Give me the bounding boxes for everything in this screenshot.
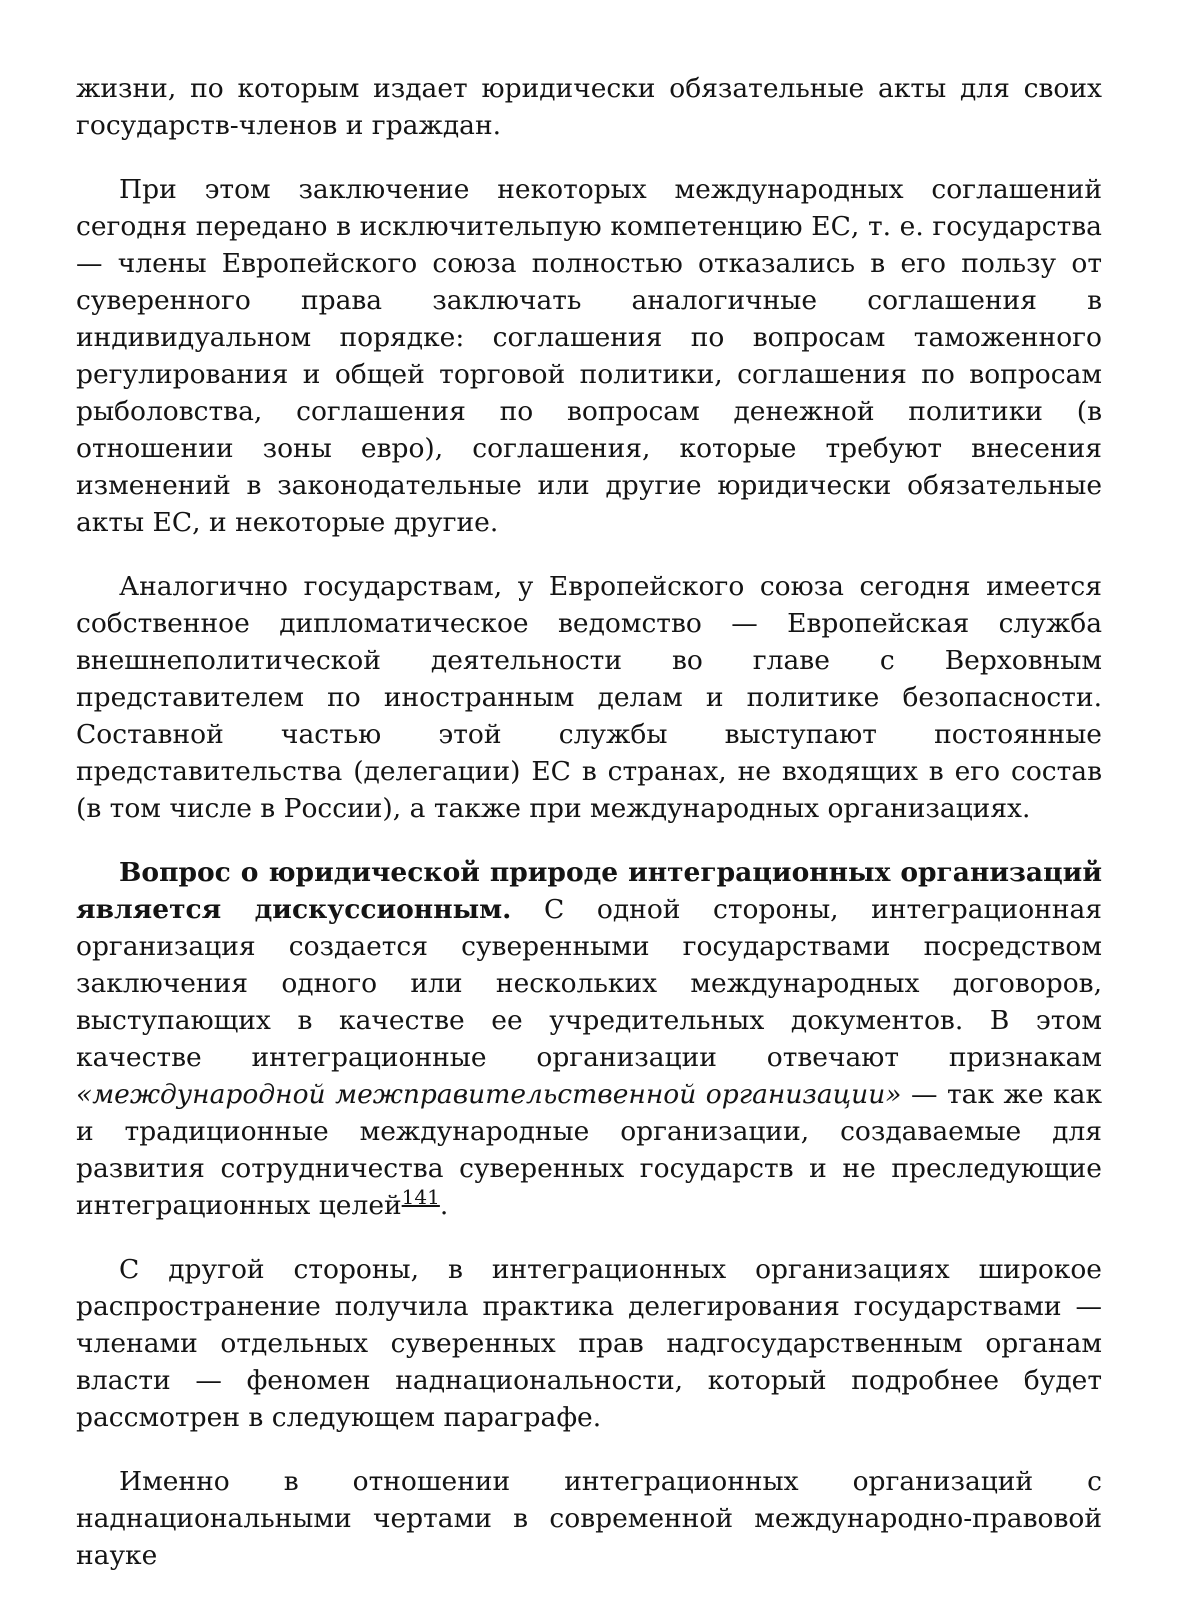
bold-thesis: Вопрос о юридической природе интеграционных организаций является дискуссионным.: [76, 857, 1102, 925]
italic-term: «международной межправительственной организации»: [76, 1079, 902, 1110]
paragraph-supranationality: С другой стороны, в интеграционных организациях широкое распространение получила практика делегирования государствами — членами отдельных суверенных прав надгосударственным органам власти — феномен наднациональности, который подробнее будет рассмотрен в следующем параграфе.: [76, 1254, 1102, 1433]
paragraph-diplomatic-service: Аналогично государствам, у Европейского союза сегодня имеется собственное дипломатическое ведомство — Европейская служба внешнеполитической деятельности во главе с Верховным представителем по иностранным делам и политике безопасности. Составной частью этой службы выступают постоянные представительства (делегации) ЕС в странах, не входящих в его состав (в том числе в России), а также при международных организациях.: [76, 571, 1102, 824]
document-page: [76, 70, 1102, 1601]
paragraph-supranational-features: Именно в отношении интеграционных организаций с наднациональными чертами в современной международно-правовой науке: [76, 1466, 1102, 1571]
paragraph-exclusive-competence: При этом заключение некоторых международных соглашений сегодня передано в исключительпую компетенцию ЕС, т. е. государства — члены Европейского союза полностью отказались в его пользу от суверенного права заключать аналогичные соглашения в индивидуальном порядке: соглашения по вопросам таможенного регулирования и общей торговой политики, соглашения по вопросам рыболовства, соглашения по вопросам денежной политики (в отношении зоны евро), соглашения, которые требуют внесения изменений в законодательные или другие юридически обязательные акты ЕС, и некоторые другие.: [76, 174, 1102, 538]
paragraph-text-end: .: [439, 1190, 449, 1221]
paragraph-text-part: С одной стороны, интеграционная организация создается суверенными государствами посредством заключения одного или нескольких международных договоров, выступающих в качестве ее учредительных документов. В этом качестве интеграционные организации отвечают признакам: [76, 894, 1102, 1073]
paragraph-eu-legal-acts: жизни, по которым издает юридически обязательные акты для своих государств-членов и граждан.: [76, 73, 1102, 141]
footnote-link-141[interactable]: 141: [401, 1185, 440, 1209]
paragraph-text-part: — так же как и традиционные международные организации, создаваемые для развития сотрудничества суверенных государств и не преследующие интеграционных целей: [76, 1079, 1103, 1221]
paragraph-legal-nature-question: [76, 854, 1102, 1224]
